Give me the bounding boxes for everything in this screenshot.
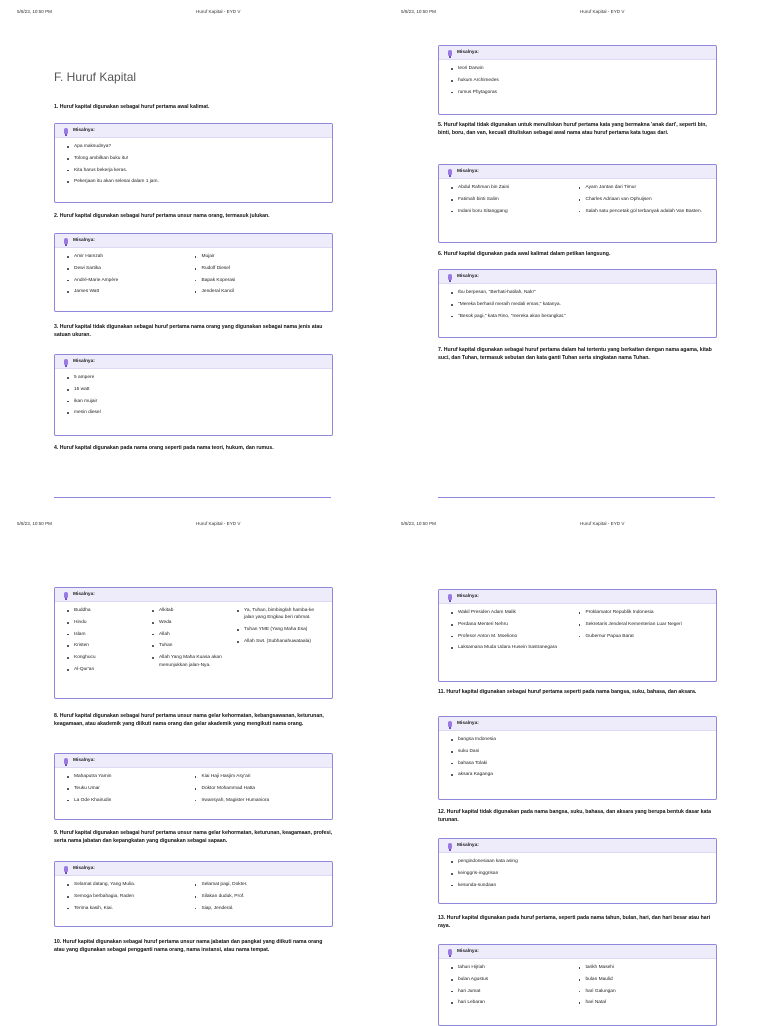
rule-text: 1. Huruf kapital digunakan sebagai huruf pertama awal kalimat. [54, 104, 210, 110]
example-box-header [55, 355, 332, 369]
list-item: bangsa Indonesia [451, 736, 706, 743]
example-box-header [439, 717, 716, 731]
example-box [438, 45, 717, 115]
page-divider [54, 497, 331, 498]
example-list [67, 143, 322, 190]
example-box-label: Misalnya: [457, 50, 479, 55]
list-item: hari Lebaran [451, 999, 579, 1006]
lightbulb-icon [64, 128, 68, 134]
list-item: Kiai Haji Hasjim Asy'ari [195, 773, 323, 780]
example-list [451, 858, 706, 893]
list-item: "Mereka berhasil meraih medali emas," katanya. [451, 301, 706, 308]
list-item: Siap, Jenderal. [195, 905, 323, 912]
rule-text: 10. Huruf kapital digunakan sebagai huruf pertama unsur nama jabatan dan pangkat yang diikuti nama orang atau yang digunakan sebagai pengganti nama orang, nama instansi, atau nama tempat. [54, 939, 323, 954]
lightbulb-icon [64, 758, 68, 764]
list-item: 15 watt [67, 386, 322, 393]
example-box [438, 944, 717, 1026]
example-box [54, 354, 333, 436]
example-list [451, 736, 706, 783]
list-item: Selamat pagi, Dokter. [195, 881, 323, 888]
rule-text: 9. Huruf kapital digunakan sebagai huruf pertama unsur nama gelar kehormatan, keturunan, keagamaan, profesi, serta nama jabatan dan kepangkatan yang digunakan sebagai sapaan. [54, 830, 333, 845]
list-item: Tuhan [152, 642, 237, 649]
example-box [438, 164, 717, 243]
list-item: ikan mujair [67, 398, 322, 405]
rule-text: 13. Huruf kapital digunakan pada huruf pertama, seperti pada nama tahun, bulan, hari, dan hari besar atau hari raya. [438, 915, 711, 930]
list-item: Laksamana Muda Udara Husein Sastranegara [451, 644, 579, 651]
lightbulb-icon [64, 359, 68, 365]
lightbulb-icon [448, 721, 452, 727]
example-columns [439, 853, 716, 893]
list-item: Alkitab [152, 607, 237, 614]
example-columns [439, 60, 716, 100]
list-item: Amir Hamzah [67, 253, 195, 260]
example-box-label: Misalnya: [73, 592, 95, 597]
example-list [451, 184, 579, 219]
print-header-title: Huruf Kapital - EYD V [196, 9, 241, 14]
list-item: Indani boru Sitanggang [451, 208, 579, 215]
example-list [195, 881, 323, 916]
list-item: hari Natal [579, 999, 707, 1006]
list-item: Tuhan YME (Yang Maha Esa) [237, 626, 322, 633]
list-item: "Besok pagi," kata Rino, "mereka akan berangkat." [451, 313, 706, 320]
example-box-header [55, 234, 332, 248]
example-box-label: Misalnya: [457, 721, 479, 726]
rule-text: 6. Huruf kapital digunakan pada awal kalimat dalam petikan langsung. [438, 251, 611, 257]
list-item: Ibu berpesan, "Berhati-hatilah, Nak!" [451, 289, 706, 296]
list-item: aksara Kaganga [451, 771, 706, 778]
page-divider [438, 497, 715, 498]
list-item: Gubernur Papua Barat [579, 633, 707, 640]
example-list [451, 964, 579, 1011]
list-item: Charles Adriaan van Ophuijsen [579, 196, 707, 203]
example-box [54, 753, 333, 820]
list-item: Salah satu pencetak gol terbanyak adalah Van Basten. [579, 208, 707, 215]
list-item: Allah [152, 631, 237, 638]
example-box-header [55, 124, 332, 138]
example-box-header [439, 270, 716, 284]
example-list [451, 289, 706, 324]
list-item: hukum Archimedes [451, 77, 706, 84]
example-box-header [55, 754, 332, 768]
example-box [438, 269, 717, 338]
list-item: Pekerjaan itu akan selesai dalam 1 jam. [67, 178, 322, 185]
example-list [67, 773, 195, 808]
list-item: Ayam Jantan dari Timur [579, 184, 707, 191]
list-item: rumus Phytagoras [451, 89, 706, 96]
list-item: Rudolf Diesel [195, 265, 323, 272]
list-item: Semoga berbahagia, Raden [67, 893, 195, 900]
list-item: Terima kasih, Kiai. [67, 905, 195, 912]
example-box-label: Misalnya: [73, 758, 95, 763]
rule-text: 2. Huruf kapital digunakan sebagai huruf pertama unsur nama orang, termasuk julukan. [54, 213, 270, 219]
example-box-label: Misalnya: [73, 128, 95, 133]
example-columns [55, 768, 332, 808]
list-item: Buddha [67, 607, 152, 614]
print-header-datetime: 5/8/23, 10:50 PM [401, 9, 436, 14]
example-columns [55, 369, 332, 421]
rule-text: 7. Huruf kapital digunakan sebagai huruf pertama dalam hal tertentu yang berkaitan dengan nama agama, kitab suci, dan Tuhan, termasuk sebutan dan kata ganti Tuhan serta singkatan nama Tuhan. [438, 347, 712, 362]
example-list [67, 374, 322, 421]
example-box-header [55, 588, 332, 602]
example-list [67, 607, 152, 678]
lightbulb-icon [448, 594, 452, 600]
example-box [438, 589, 717, 682]
example-list [67, 253, 195, 300]
list-item: Allah Yang Maha Kuasa akan menunjukkan jalan-Nya. [152, 654, 237, 669]
list-item: Konghucu [67, 654, 152, 661]
example-box-header [439, 165, 716, 179]
example-list [152, 607, 237, 678]
example-box-label: Misalnya: [457, 594, 479, 599]
example-box-header [55, 862, 332, 876]
example-list [579, 964, 707, 1011]
example-columns [55, 248, 332, 300]
example-list [579, 184, 707, 219]
example-columns [439, 179, 716, 219]
rule-text: 4. Huruf kapital digunakan pada nama orang seperti pada nama teori, hukum, dan rumus. [54, 445, 274, 451]
example-list [451, 65, 706, 100]
list-item: Abdul Rahman bin Zaini [451, 184, 579, 191]
example-list [237, 607, 322, 678]
rule-text: 5. Huruf kapital tidak digunakan untuk menuliskan huruf pertama kata yang bermakna 'anak dari', seperti bin, binti, boru, dan van, kecuali dituliskan sebagai awal nama atau huruf pertama kata tugas dari. [438, 122, 707, 137]
list-item: suku Dani [451, 748, 706, 755]
example-box-label: Misalnya: [73, 359, 95, 364]
list-item: bulan Agustus [451, 976, 579, 983]
example-list [451, 609, 579, 656]
example-box-header [439, 590, 716, 604]
lightbulb-icon [448, 274, 452, 280]
example-box-label: Misalnya: [457, 843, 479, 848]
lightbulb-icon [448, 50, 452, 56]
list-item: hari Jumat [451, 988, 579, 995]
lightbulb-icon [448, 843, 452, 849]
example-box-label: Misalnya: [73, 866, 95, 871]
list-item: bahasa Tolaki [451, 760, 706, 767]
example-list [579, 609, 707, 656]
example-box [54, 861, 333, 927]
list-item: Wakil Presiden Adam Malik [451, 609, 579, 616]
list-item: mesin diesel [67, 409, 322, 416]
list-item: La Ode Khairudin [67, 797, 195, 804]
example-box-label: Misalnya: [457, 274, 479, 279]
list-item: Profesor Anton M. Moeliono [451, 633, 579, 640]
example-columns [439, 731, 716, 783]
list-item: pengindonesiaan kata asing [451, 858, 706, 865]
example-columns [55, 602, 332, 678]
list-item: Apa maksudnya? [67, 143, 322, 150]
print-header-datetime: 5/8/23, 10:50 PM [401, 521, 436, 526]
print-header-title: Huruf Kapital - EYD V [580, 521, 625, 526]
example-box-label: Misalnya: [457, 949, 479, 954]
list-item: Bapak Koperasi [195, 277, 323, 284]
rule-text: 12. Huruf kapital tidak digunakan pada nama bangsa, suku, bahasa, dan aksara yang berupa bentuk dasar kata turunan. [438, 809, 712, 824]
example-box-label: Misalnya: [73, 238, 95, 243]
list-item: Selamat datang, Yang Mulia. [67, 881, 195, 888]
lightbulb-icon [64, 238, 68, 244]
list-item: Mujair [195, 253, 323, 260]
list-item: teori Darwin [451, 65, 706, 72]
list-item: Kita harus bekerja keras. [67, 167, 322, 174]
list-item: Fatimah binti Salim [451, 196, 579, 203]
list-item: André-Marie Ampère [67, 277, 195, 284]
example-columns [55, 138, 332, 190]
example-columns [439, 284, 716, 324]
list-item: Teuku Umar [67, 785, 195, 792]
list-item: keinggris-inggrisan [451, 870, 706, 877]
example-box-header [439, 46, 716, 60]
list-item: James Watt [67, 288, 195, 295]
print-header-datetime: 5/8/23, 10:50 PM [17, 521, 52, 526]
list-item: Mahaputra Yamin [67, 773, 195, 780]
example-list [195, 253, 323, 300]
list-item: Irwansyah, Magister Humaniora [195, 797, 323, 804]
list-item: Ya, Tuhan, bimbinglah hamba-ke jalan yang Engkau beri rahmat. [237, 607, 322, 622]
rule-text: 8. Huruf kapital digunakan sebagai huruf pertama unsur nama gelar kehormatan, kebangsawanan, keturunan, keagamaan, atau akademik yang diikuti nama orang dan gelar akademik yang mengikuti nama orang. [54, 713, 324, 728]
list-item: hari Galungan [579, 988, 707, 995]
lightbulb-icon [64, 866, 68, 872]
example-list [195, 773, 323, 808]
lightbulb-icon [448, 169, 452, 175]
section-title: F. Huruf Kapital [54, 70, 137, 84]
lightbulb-icon [448, 949, 452, 955]
list-item: Jenderal Kancil [195, 288, 323, 295]
rule-text: 3. Huruf kapital tidak digunakan sebagai huruf pertama nama orang yang digunakan sebagai nama jenis atau satuan ukuran. [54, 324, 323, 339]
list-item: Doktor Mohammad Hatta [195, 785, 323, 792]
list-item: Weda [152, 619, 237, 626]
rule-text: 11. Huruf kapital digunakan sebagai huruf pertama seperti pada nama bangsa, suku, bahasa, dan aksara. [438, 689, 697, 695]
list-item: tarikh Masehi [579, 964, 707, 971]
example-box [54, 587, 333, 699]
print-header-title: Huruf Kapital - EYD V [580, 9, 625, 14]
print-header-datetime: 5/8/23, 10:50 PM [17, 9, 52, 14]
list-item: Hindu [67, 619, 152, 626]
example-box-header [439, 839, 716, 853]
lightbulb-icon [64, 592, 68, 598]
example-box-header [439, 945, 716, 959]
list-item: kesunda-sundaan [451, 882, 706, 889]
example-box [54, 233, 333, 312]
example-list [67, 881, 195, 916]
example-box-label: Misalnya: [457, 169, 479, 174]
print-header-title: Huruf Kapital - EYD V [196, 521, 241, 526]
example-box [54, 123, 333, 203]
example-columns [439, 959, 716, 1011]
list-item: Silakan duduk, Prof. [195, 893, 323, 900]
list-item: Proklamator Republik Indonesia [579, 609, 707, 616]
list-item: Islam [67, 631, 152, 638]
list-item: Kristen [67, 642, 152, 649]
list-item: Tolong ambilkan buku itu! [67, 155, 322, 162]
example-columns [439, 604, 716, 656]
list-item: Allah Swt. (Subhanahuwataala) [237, 638, 322, 645]
list-item: Perdana Menteri Nehru [451, 621, 579, 628]
list-item: Al-Qur'an [67, 666, 152, 673]
example-box [438, 838, 717, 904]
example-box [438, 716, 717, 800]
list-item: bulan Maulid [579, 976, 707, 983]
list-item: tahun Hijriah [451, 964, 579, 971]
list-item: Sekretaris Jenderal Kementerian Luar Negeri [579, 621, 707, 628]
list-item: Dewi Sartika [67, 265, 195, 272]
list-item: 5 ampere [67, 374, 322, 381]
example-columns [55, 876, 332, 916]
